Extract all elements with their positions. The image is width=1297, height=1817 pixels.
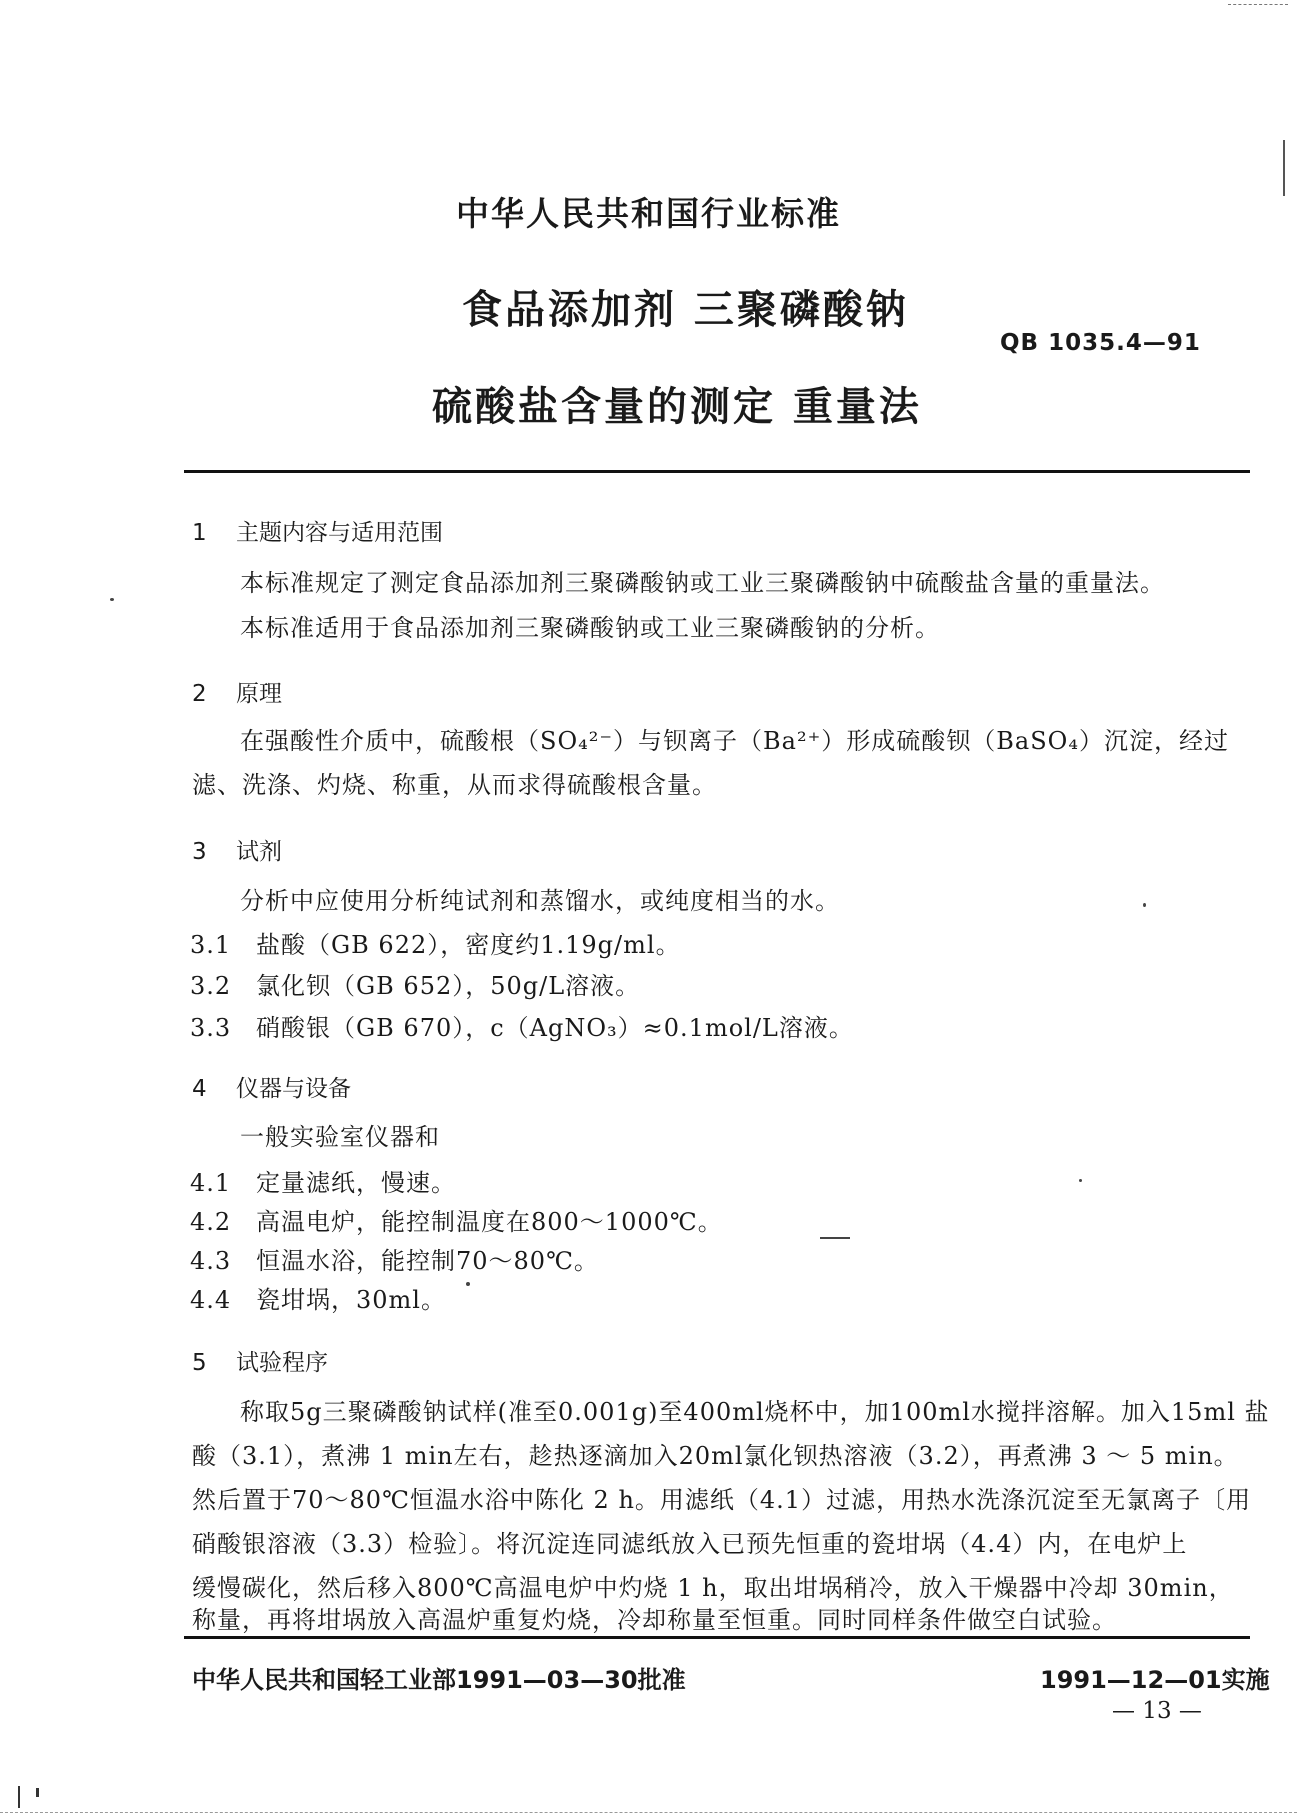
section-title: 主题内容与适用范围 [236, 520, 443, 546]
reagent-item [190, 925, 681, 960]
procedure-line: 称量，再将坩埚放入高温炉重复灼烧，冷却称量至恒重。同时同样条件做空白试验。 [192, 1606, 1117, 1634]
standard-number: QB 1035.4—91 [1000, 330, 1201, 356]
section-2-line-2: 滤、洗涤、灼烧、称重，从而求得硫酸根含量。 [192, 771, 717, 799]
item-number: 4.4 [190, 1286, 232, 1314]
scan-speck [1143, 903, 1146, 907]
document-title-line2: 硫酸盐含量的测定 重量法 [432, 384, 922, 430]
item-number: 3.1 [190, 931, 232, 959]
scan-speck [110, 598, 114, 601]
section-3-intro: 分析中应使用分析纯试剂和蒸馏水，或纯度相当的水。 [240, 887, 840, 915]
scan-edge-mark [18, 1786, 20, 1808]
section-title: 试剂 [236, 839, 282, 865]
procedure-line: 酸（3.1），煮沸 1 min左右，趁热逐滴加入20ml氯化钡热溶液（3.2），再煮沸 3 ～ 5 min。 [192, 1442, 1239, 1470]
document-title-line1: 食品添加剂 三聚磷酸钠 [462, 287, 909, 333]
section-number: 2 [192, 681, 207, 707]
section-1-heading [192, 514, 443, 547]
scan-edge-mark [0, 1812, 1297, 1813]
item-text: 氯化钡（GB 652），50g/L溶液。 [256, 972, 641, 1000]
section-4-intro: 一般实验室仪器和 [240, 1123, 440, 1151]
page-number: — 13 — [1112, 1698, 1202, 1724]
section-title: 仪器与设备 [236, 1076, 351, 1102]
item-text: 瓷坩埚，30ml。 [256, 1286, 446, 1314]
item-number: 4.3 [190, 1247, 232, 1275]
section-4-heading [192, 1070, 351, 1103]
item-text: 高温电炉，能控制温度在800～1000℃。 [256, 1208, 723, 1236]
scan-speck [820, 1237, 850, 1239]
section-number: 3 [192, 839, 207, 865]
scan-speck [466, 1282, 470, 1286]
item-text: 恒温水浴，能控制70～80℃。 [256, 1247, 599, 1275]
item-text: 硝酸银（GB 670），c（AgNO₃）≈0.1mol/L溶液。 [256, 1014, 854, 1042]
section-number: 1 [192, 520, 207, 546]
implementation-date: 1991—12—01实施 [1040, 1666, 1270, 1694]
procedure-line: 缓慢碳化，然后移入800℃高温电炉中灼烧 1 h，取出坩埚稍冷，放入干燥器中冷却 30min， [192, 1574, 1234, 1602]
section-2-heading [192, 675, 282, 708]
equipment-item [190, 1280, 446, 1315]
section-2-line-1: 在强酸性介质中，硫酸根（SO₄²⁻）与钡离子（Ba²⁺）形成硫酸钡（BaSO₄）沉淀，经过 [240, 727, 1229, 755]
scan-edge-mark [36, 1788, 39, 1797]
section-number: 4 [192, 1076, 207, 1102]
item-number: 4.1 [190, 1169, 232, 1197]
procedure-line: 然后置于70～80℃恒温水浴中陈化 2 h。用滤纸（4.1）过滤，用热水洗涤沉淀至无氯离子〔用 [192, 1486, 1252, 1514]
procedure-line: 称取5g三聚磷酸钠试样(准至0.001g)至400ml烧杯中，加100ml水搅拌溶解。加入15ml 盐 [240, 1398, 1270, 1426]
reagent-item [190, 966, 640, 1001]
item-number: 3.3 [190, 1014, 232, 1042]
section-5-heading [192, 1344, 328, 1377]
section-number: 5 [192, 1350, 207, 1376]
header-divider [184, 470, 1250, 473]
scan-speck [1079, 1179, 1082, 1182]
industry-standard-header: 中华人民共和国行业标准 [456, 194, 841, 233]
equipment-item [190, 1202, 723, 1237]
item-number: 3.2 [190, 972, 232, 1000]
item-text: 定量滤纸，慢速。 [256, 1169, 456, 1197]
section-1-paragraph-1: 本标准规定了测定食品添加剂三聚磷酸钠或工业三聚磷酸钠中硫酸盐含量的重量法。 [240, 569, 1165, 597]
section-title: 试验程序 [236, 1350, 328, 1376]
equipment-item [190, 1163, 456, 1198]
reagent-item [190, 1008, 854, 1043]
footer-divider [184, 1636, 1250, 1639]
procedure-line: 硝酸银溶液（3.3）检验〕。将沉淀连同滤纸放入已预先恒重的瓷坩埚（4.4）内，在电炉上 [192, 1530, 1188, 1558]
section-title: 原理 [236, 681, 282, 707]
section-3-heading [192, 833, 282, 866]
scan-edge-mark [1228, 4, 1288, 5]
scan-edge-mark [1283, 140, 1285, 196]
section-1-paragraph-2: 本标准适用于食品添加剂三聚磷酸钠或工业三聚磷酸钠的分析。 [240, 614, 940, 642]
approval-date: 中华人民共和国轻工业部1991—03—30批准 [192, 1666, 686, 1694]
item-text: 盐酸（GB 622），密度约1.19g/ml。 [256, 931, 681, 959]
item-number: 4.2 [190, 1208, 232, 1236]
equipment-item [190, 1241, 599, 1276]
